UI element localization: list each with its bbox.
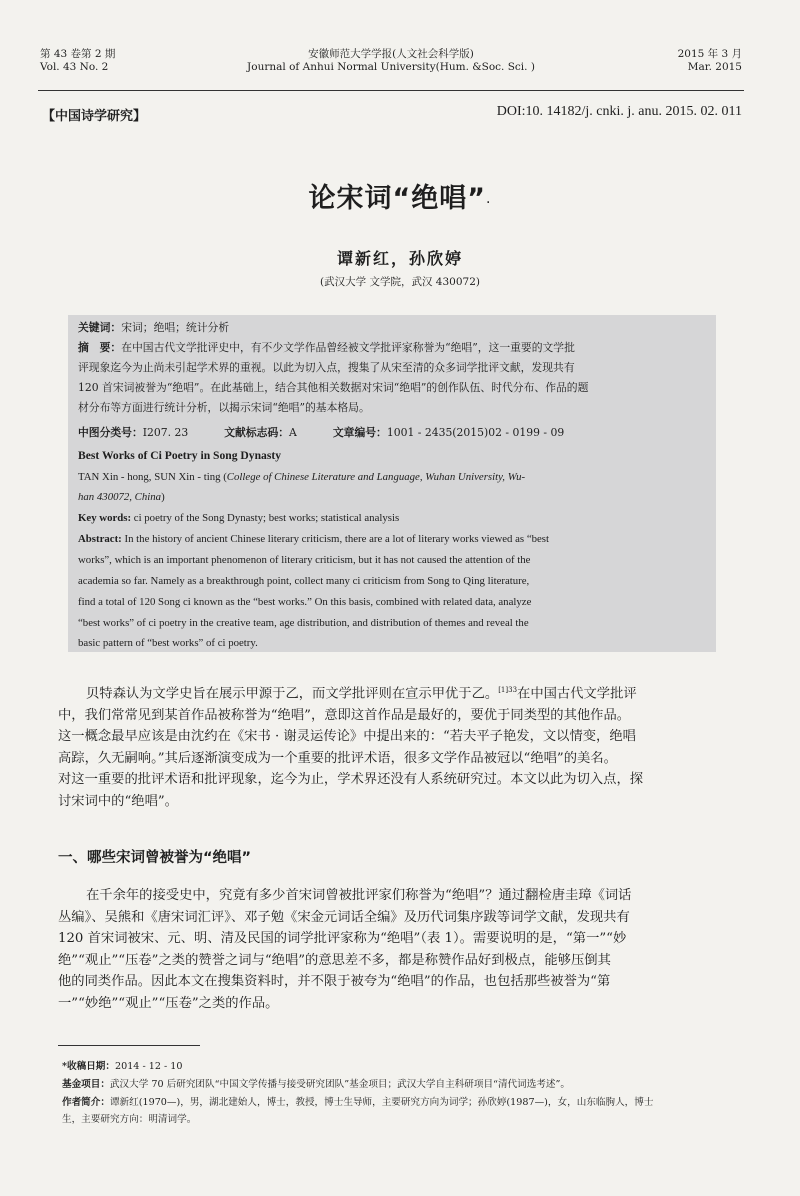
- author-bio-text-1: 谭新红(1970—)，男，湖北建始人，博士，教授，博士生导师，主要研究方向为词学；孙欣婷(1987—)，女，山东临朐人，博士: [109, 1097, 654, 1108]
- en-authors-line-1: [78, 467, 706, 488]
- footnote-mark: ·: [486, 195, 492, 211]
- received-label: *收稿日期：: [62, 1061, 115, 1072]
- cn-abstract-text-1: 在中国古代文学批评史中，有不少文学作品曾经被文学批评家称誉为“绝唱”，这一重要的文学批: [121, 341, 575, 354]
- en-abstract-text-1: In the history of ancient Chinese literary criticism, there are a lot of literary works viewed as “best: [124, 533, 550, 545]
- en-authors-line-2: [78, 487, 706, 508]
- abstract-box: [68, 315, 716, 652]
- author-bio-line-2: 生，主要研究方向：明清词学。: [62, 1114, 197, 1125]
- body-p2-line-6: 一”“妙绝”“观止”“压卷”之类的作品。: [58, 995, 279, 1011]
- cn-abstract-label: 摘 要：: [78, 341, 122, 354]
- body-p2-line-1: [58, 885, 742, 907]
- body-p1-line-2: 中，我们常常见到某首作品被称誉为“绝唱”，意即这首作品是最好的，要优于同类型的其他作品。: [58, 707, 631, 723]
- running-header: [40, 48, 742, 86]
- article-title-text: 论宋词“绝唱”: [308, 183, 487, 214]
- cn-keywords-label: 关键词：: [78, 321, 122, 334]
- header-rule: [38, 90, 744, 91]
- article-authors: 谭新红，孙欣婷: [336, 249, 463, 268]
- cn-abstract-line-4: 材分布等方面进行统计分析，以揭示宋词“绝唱”的基本格局。: [78, 401, 370, 414]
- en-abstract-line-2: works”, which is an important phenomenon of literary criticism, but it has not caused the attention of the: [78, 554, 531, 566]
- en-abstract-label: Abstract:: [78, 533, 122, 545]
- cn-keywords: [78, 318, 706, 339]
- en-abstract-line-6: basic pattern of “best works” of ci poetry.: [78, 637, 258, 649]
- issue-date: [678, 48, 742, 74]
- body-p2-text-1: 在千余年的接受史中，究竟有多少首宋词曾被批评家们称誉为“绝唱”？通过翻检唐圭璋《词话: [86, 888, 632, 903]
- en-abstract-line-4: find a total of 120 Song ci known as the “best works.” On this basis, combined with related data, analyze: [78, 596, 532, 608]
- en-abstract-line-1: [78, 529, 706, 550]
- body-p1-line-5: 对这一重要的批评术语和批评现象，迄今为止，学术界还没有人系统研究过。本文以此为切入点，探: [58, 772, 644, 788]
- doi: DOI:10. 14182/j. cnki. j. anu. 2015. 02. 011: [496, 104, 742, 119]
- en-affiliation-2: han 430072, China: [78, 491, 162, 503]
- journal-name: [210, 48, 572, 74]
- volume-cn: 第 43 卷第 2 期: [40, 48, 116, 60]
- issue-date-en: Mar. 2015: [687, 61, 742, 73]
- citation-ref: [1]33: [498, 686, 518, 694]
- body-p1-line-6: 讨宋词中的“绝唱”。: [58, 793, 178, 809]
- volume-info: [40, 48, 115, 74]
- body-paragraph-1: [58, 680, 742, 812]
- journal-name-en: Journal of Anhui Normal University(Hum. &Soc. Sci. ): [247, 61, 535, 73]
- body-p1-line-1: [58, 680, 742, 705]
- en-keywords-text: ci poetry of the Song Dynasty; best works; statistical analysis: [133, 512, 400, 524]
- volume-en: Vol. 43 No. 2: [40, 61, 109, 73]
- body-p2-line-5: 他的同类作品。因此本文在搜集资料时，并不限于被夸为“绝唱”的作品，也包括那些被誉为“第: [58, 974, 611, 989]
- clc-value: I207. 23: [142, 426, 189, 439]
- body-p1-text-1b: 在中国古代文学批评: [517, 686, 637, 702]
- cn-abstract-line-2: 评现象迄今为止尚未引起学术界的重视。以此为切入点，搜集了从宋至清的众多词学批评文献，发现共有: [78, 361, 575, 374]
- author-bio-label: 作者简介：: [62, 1097, 110, 1108]
- article-number-value: 1001 - 2435(2015)02 - 0199 - 09: [386, 426, 565, 439]
- body-p2-line-4: 绝”“观止”“压卷”之类的赞誉之词与“绝唱”的意思差不多，都是称赞作品好到极点，能够压倒其: [58, 952, 611, 968]
- body-p1-line-3: 这一概念最早应该是由沈约在《宋书 · 谢灵运传论》中提出来的：“若夫平子艳发，文以情变，绝唱: [58, 729, 636, 745]
- footnote-received: [62, 1058, 742, 1075]
- footnote-author: [62, 1094, 742, 1128]
- issue-date-cn: 2015 年 3 月: [677, 48, 742, 60]
- article-title: [0, 176, 800, 215]
- footnote-fund: [62, 1076, 742, 1093]
- doc-code-label: 文献标志码：: [224, 426, 290, 439]
- body-paragraph-2: [58, 885, 742, 1014]
- cn-abstract-line-1: [78, 338, 706, 359]
- body-p1-text-1a: 贝特森认为文学史旨在展示甲源于乙，而文学批评则在宣示甲优于乙。: [86, 686, 499, 702]
- body-p2-line-2: 丛编》、吴熊和《唐宋词汇评》、邓子勉《宋金元词话全编》及历代词集序跋等词学文献，发现共有: [58, 909, 630, 925]
- en-authors: TAN Xin - hong, SUN Xin - ting (: [78, 471, 227, 483]
- body-p2-line-3: 120 首宋词被宋、元、明、清及民国的词学批评家称为“绝唱”（表 1）。需要说明的是，“第一”“妙: [58, 931, 627, 946]
- footnote-rule: [58, 1045, 200, 1046]
- en-keywords-label: Key words:: [78, 512, 132, 524]
- cn-abstract-line-3: 120 首宋词被誉为“绝唱”。在此基础上，结合其他相关数据对宋词“绝唱”的创作队伍、时代分布、作品的题: [78, 381, 589, 394]
- en-title: Best Works of Ci Poetry in Song Dynasty: [78, 449, 282, 462]
- en-affiliation-close: ): [161, 491, 165, 503]
- article-number-label: 文章编号：: [332, 426, 387, 439]
- section-heading-1: 一、哪些宋词曾被誉为“绝唱”: [58, 850, 252, 866]
- body-p1-line-4: 高踪，久无嗣响。”其后逐渐演变成为一个重要的批评术语，很多文学作品被冠以“绝唱”的美名。: [58, 750, 617, 766]
- cn-keywords-text: 宋词；绝唱；统计分析: [121, 321, 230, 334]
- author-affiliation: (武汉大学 文学院，武汉 430072): [320, 276, 480, 288]
- fund-label: 基金项目：: [62, 1079, 110, 1090]
- author-bio-line-1: [62, 1094, 742, 1111]
- en-affiliation-1: College of Chinese Literature and Language, Wuhan University, Wu-: [226, 471, 526, 483]
- en-keywords: [78, 508, 706, 529]
- fund-text: 武汉大学 70 后研究团队“中国文学传播与接受研究团队”基金项目；武汉大学自主科研项目“清代词选考述”。: [109, 1079, 571, 1090]
- journal-name-cn: 安徽师范大学学报(人文社会科学版): [308, 48, 474, 60]
- clc-label: 中图分类号：: [78, 426, 143, 439]
- en-abstract-line-5: “best works” of ci poetry in the creative team, age distribution, and distribution of themes and reveal the: [78, 617, 529, 629]
- column-label: 【中国诗学研究】: [42, 109, 147, 124]
- en-abstract-line-3: academia so far. Namely as a breakthrough point, collect many ci criticism from Song to Qing literature,: [78, 575, 530, 587]
- doc-code-value: A: [289, 426, 297, 439]
- classification-line: [78, 423, 706, 444]
- received-date: 2014 - 12 - 10: [115, 1061, 183, 1072]
